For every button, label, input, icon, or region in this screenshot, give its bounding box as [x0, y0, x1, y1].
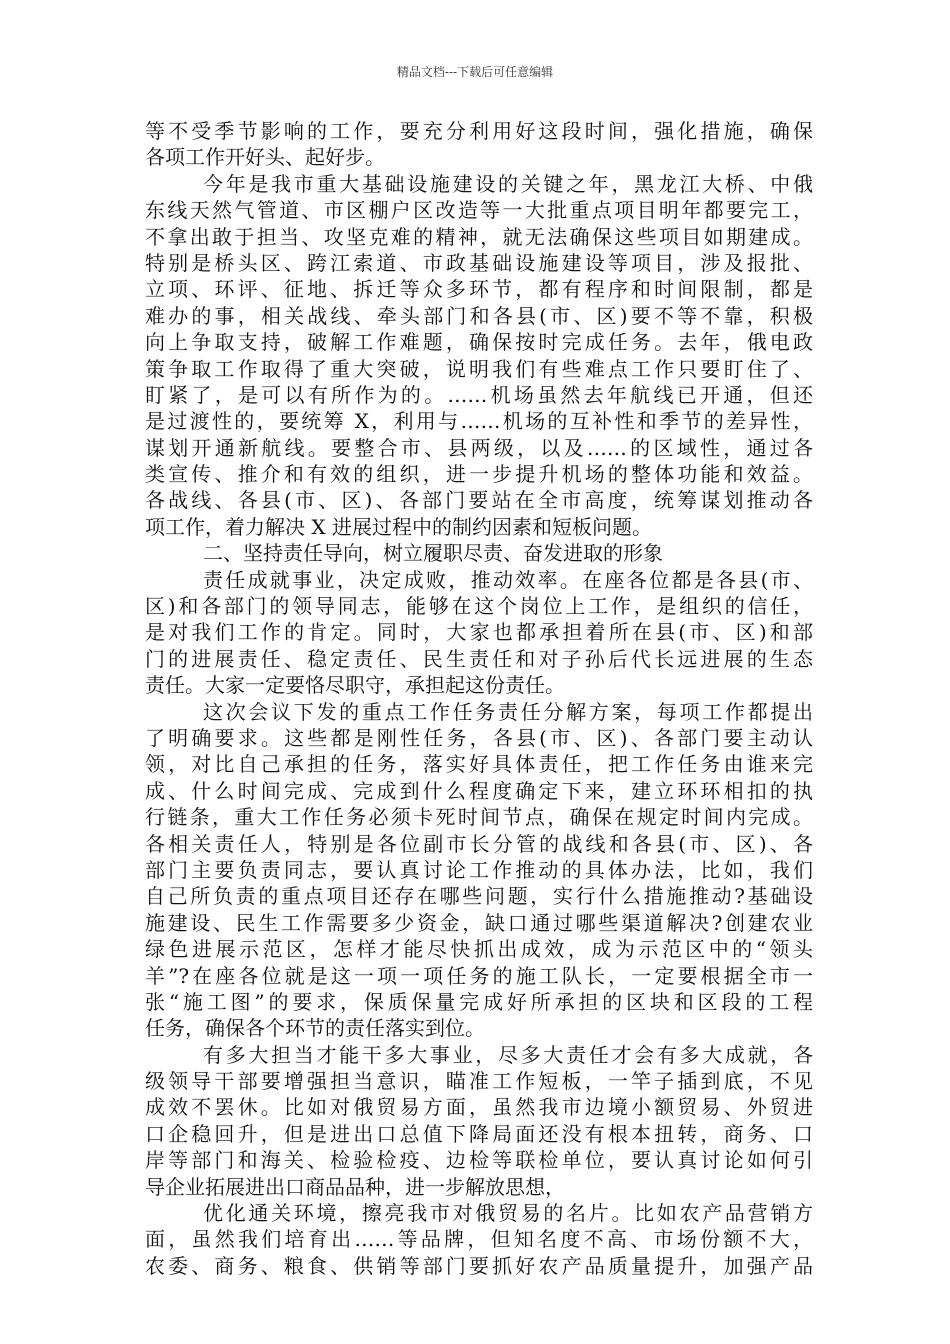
text-line: 有多大担当才能干多大事业，尽多大责任才会有多大成就，各 — [203, 1042, 813, 1067]
document-body — [145, 118, 813, 1279]
text-line: 农委、商务、粮食、供销等部门要抓好农产品质量提升，加强产品 — [145, 1253, 813, 1278]
text-line: 部门主要负责同志，要认真讨论工作推动的具体办法，比如，我们 — [145, 857, 813, 882]
text-line: 立项、环评、征地、拆迁等众多环节，都有程序和时间限制，都是 — [145, 277, 813, 302]
text-line: 各项工作开好头、起好步。 — [145, 145, 385, 170]
text-line: 区)和各部门的领导同志，能够在这个岗位上工作，是组织的信任， — [145, 594, 813, 619]
text-line: 二、坚持责任导向，树立履职尽责、奋发进取的形象 — [203, 541, 663, 566]
text-line: 难办的事，相关战线、牵头部门和各县(市、区)要不等不靠，积极 — [145, 303, 813, 328]
text-line: 类宣传、推介和有效的组织，进一步提升机场的整体功能和效益。 — [145, 462, 813, 487]
text-line: 成、什么时间完成、完成到什么程度确定下来，建立环环相扣的执 — [145, 778, 813, 803]
text-line: 羊”?在座各位就是这一项一项任务的施工队长，一定要根据全市一 — [145, 963, 813, 988]
text-line: 责任。大家一定要恪尽职守，承担起这份责任。 — [145, 673, 565, 698]
text-line: 向上争取支持，破解工作难题，确保按时完成任务。去年，俄电政 — [145, 330, 813, 355]
text-line: 级领导干部要增强担当意识，瞄准工作短板，一竿子插到底，不见 — [145, 1069, 813, 1094]
text-line: 东线天然气管道、市区棚户区改造等一大批重点项目明年都要完工， — [145, 198, 813, 223]
text-line: 绿色进展示范区，怎样才能尽快抓出成效，成为示范区中的“领头 — [145, 937, 813, 962]
text-line: 领，对比自己承担的任务，落实好具体责任，把工作任务由谁来完 — [145, 752, 813, 777]
text-line: 等不受季节影响的工作，要充分利用好这段时间，强化措施，确保 — [145, 119, 813, 143]
text-line: 各相关责任人，特别是各位副市长分管的战线和各县(市、区)、各 — [145, 831, 813, 856]
text-line: 面，虽然我们培育出……等品牌，但知名度不高、市场份额不大， — [145, 1227, 813, 1252]
text-line: 自己所负责的重点项目还存在哪些问题，实行什么措施推动?基础设 — [145, 884, 813, 909]
text-line: 项工作，着力解决 X 进展过程中的制约因素和短板问题。 — [145, 514, 652, 539]
text-line: 策争取工作取得了重大突破，说明我们有些难点工作只要盯住了、 — [145, 356, 813, 381]
text-line: 成效不罢休。比如对俄贸易方面，虽然我市边境小额贸易、外贸进 — [145, 1095, 813, 1120]
text-line: 是过渡性的，要统筹 X，利用与……机场的互补性和季节的差异性， — [145, 409, 813, 434]
text-line: 特别是桥头区、跨江索道、市政基础设施建设等项目，涉及报批、 — [145, 250, 813, 275]
text-line: 这次会议下发的重点工作任务责任分解方案，每项工作都提出 — [203, 699, 813, 724]
text-line: 今年是我市重大基础设施建设的关键之年，黑龙江大桥、中俄 — [203, 171, 813, 196]
text-line: 了明确要求。这些都是刚性任务，各县(市、区)、各部门要主动认 — [145, 725, 813, 750]
text-line: 行链条，重大工作任务必须卡死时间节点，确保在规定时间内完成。 — [145, 805, 813, 830]
text-line: 口企稳回升，但是进出口总值下降局面还没有根本扭转，商务、口 — [145, 1121, 813, 1146]
text-line: 责任成就事业，决定成败，推动效率。在座各位都是各县(市、 — [203, 567, 813, 592]
text-line: 导企业拓展进出口商品品种，进一步解放思想， — [145, 1174, 565, 1199]
text-line: 岸等部门和海关、检验检疫、边检等联检单位，要认真讨论如何引 — [145, 1148, 813, 1173]
text-line: 门的进展责任、稳定责任、民生责任和对子孙后代长远进展的生态 — [145, 646, 813, 671]
text-line: 各战线、各县(市、区)、各部门要站在全市高度，统筹谋划推动各 — [145, 488, 813, 513]
text-line: 任务，确保各个环节的责任落实到位。 — [145, 1016, 485, 1041]
text-line: 施建设、民生工作需要多少资金，缺口通过哪些渠道解决?创建农业 — [145, 910, 813, 935]
text-line: 盯紧了，是可以有所作为的。……机场虽然去年航线已开通，但还 — [145, 382, 813, 407]
text-line: 不拿出敢于担当、攻坚克难的精神，就无法确保这些项目如期建成。 — [145, 224, 813, 249]
text-line: 优化通关环境，擦亮我市对俄贸易的名片。比如农产品营销方 — [203, 1201, 813, 1226]
text-line: 谋划开通新航线。要整合市、县两级，以及……的区域性，通过各 — [145, 435, 813, 460]
text-line: 张“施工图”的要求，保质保量完成好所承担的区块和区段的工程 — [145, 989, 813, 1014]
text-line: 是对我们工作的肯定。同时，大家也都承担着所在县(市、区)和部 — [145, 620, 813, 645]
page-header: 精品文档---下载后可任意编辑 — [396, 65, 554, 79]
